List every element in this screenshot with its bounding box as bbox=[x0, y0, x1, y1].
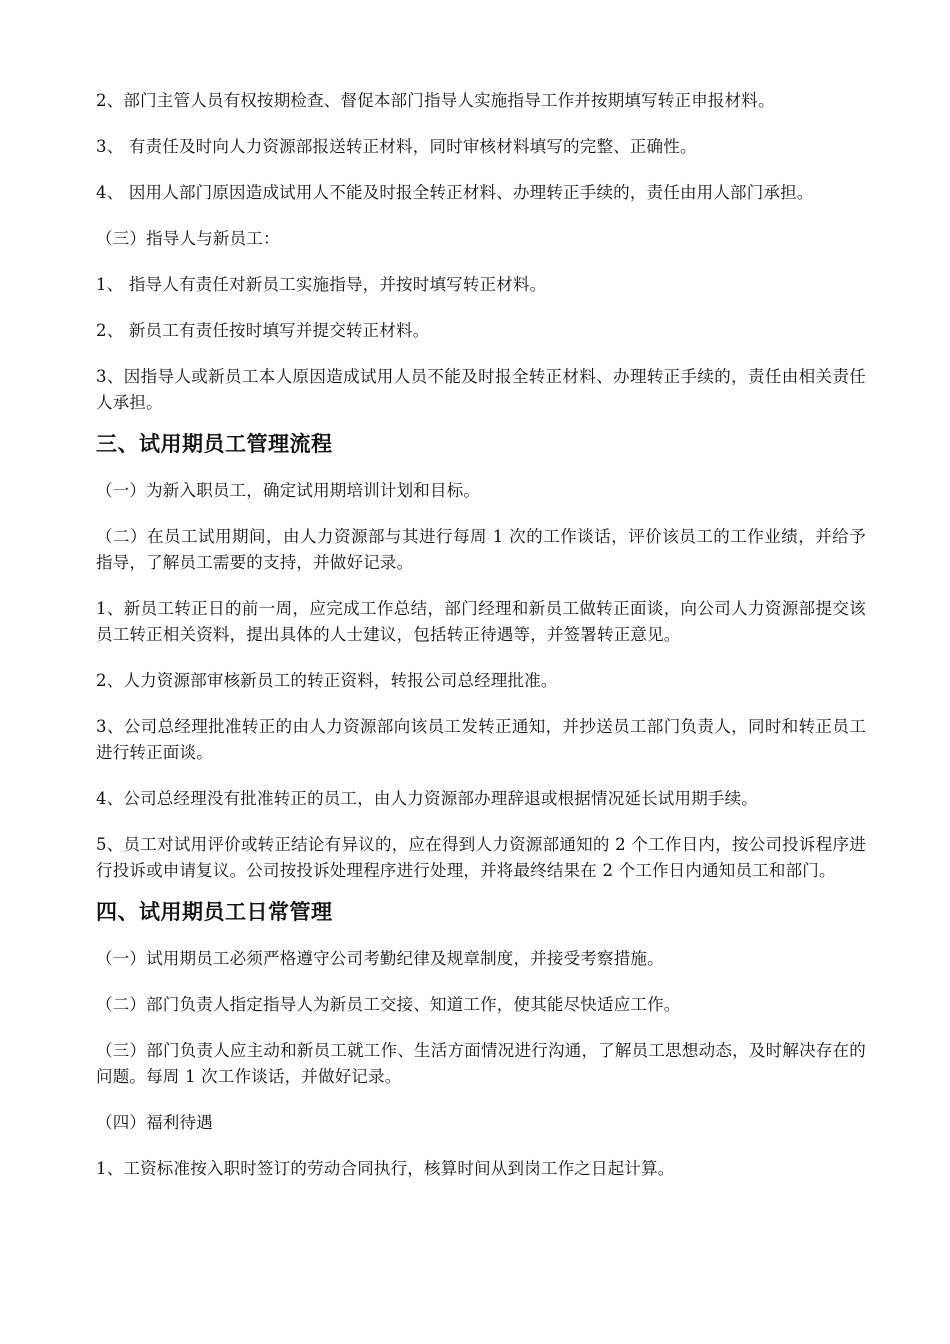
paragraph: 1、 指导人有责任对新员工实施指导，并按时填写转正材料。 bbox=[96, 275, 547, 294]
paragraph: 1、新员工转正日的前一周，应完成工作总结，部门经理和新员工做转正面谈，向公司人力资源部提交该员工转正相关资料，提出具体的人士建议，包括转正待遇等，并签署转正意见。 bbox=[96, 599, 866, 644]
paragraph: 2、 新员工有责任按时填写并提交转正材料。 bbox=[96, 321, 430, 340]
paragraph: （二）部门负责人指定指导人为新员工交接、知道工作，使其能尽快适应工作。 bbox=[96, 995, 681, 1014]
paragraph: （一）为新入职员工，确定试用期培训计划和目标。 bbox=[96, 481, 481, 500]
subsection-title: （四）福利待遇 bbox=[96, 1113, 213, 1132]
paragraph: 2、部门主管人员有权按期检查、督促本部门指导人实施指导工作并按期填写转正申报材料。 bbox=[96, 91, 775, 110]
paragraph: 3、因指导人或新员工本人原因造成试用人员不能及时报全转正材料、办理转正手续的，责任由相关责任人承担。 bbox=[96, 367, 866, 412]
document-page bbox=[96, 88, 866, 1182]
subsection-title: （三）指导人与新员工： bbox=[96, 229, 280, 248]
paragraph: 2、人力资源部审核新员工的转正资料，转报公司总经理批准。 bbox=[96, 671, 558, 690]
paragraph: 3、公司总经理批准转正的由人力资源部向该员工发转正通知，并抄送员工部门负责人，同时和转正员工进行转正面谈。 bbox=[96, 717, 866, 762]
paragraph: （三）部门负责人应主动和新员工就工作、生活方面情况进行沟通，了解员工思想动态，及时解决存在的问题。每周 1 次工作谈话，并做好记录。 bbox=[96, 1041, 866, 1086]
section-heading-4: 四、试用期员工日常管理 bbox=[96, 900, 333, 924]
paragraph: （一）试用期员工必须严格遵守公司考勤纪律及规章制度，并接受考察措施。 bbox=[96, 949, 664, 968]
paragraph: 4、 因用人部门原因造成试用人不能及时报全转正材料、办理转正手续的，责任由用人部门承担。 bbox=[96, 183, 814, 202]
paragraph: 5、员工对试用评价或转正结论有异议的，应在得到人力资源部通知的 2 个工作日内，按公司投诉程序进行投诉或申请复议。公司按投诉处理程序进行处理，并将最终结果在 2 个工作日内通知员工和部门。 bbox=[96, 835, 866, 880]
paragraph: 4、公司总经理没有批准转正的员工，由人力资源部办理辞退或根据情况延长试用期手续。 bbox=[96, 789, 758, 808]
section-heading-3: 三、试用期员工管理流程 bbox=[96, 432, 333, 456]
paragraph: 1、工资标准按入职时签订的劳动合同执行，核算时间从到岗工作之日起计算。 bbox=[96, 1159, 675, 1178]
paragraph: 3、 有责任及时向人力资源部报送转正材料，同时审核材料填写的完整、正确性。 bbox=[96, 137, 697, 156]
paragraph: （二）在员工试用期间，由人力资源部与其进行每周 1 次的工作谈话，评价该员工的工作业绩，并给予指导，了解员工需要的支持，并做好记录。 bbox=[96, 527, 866, 572]
